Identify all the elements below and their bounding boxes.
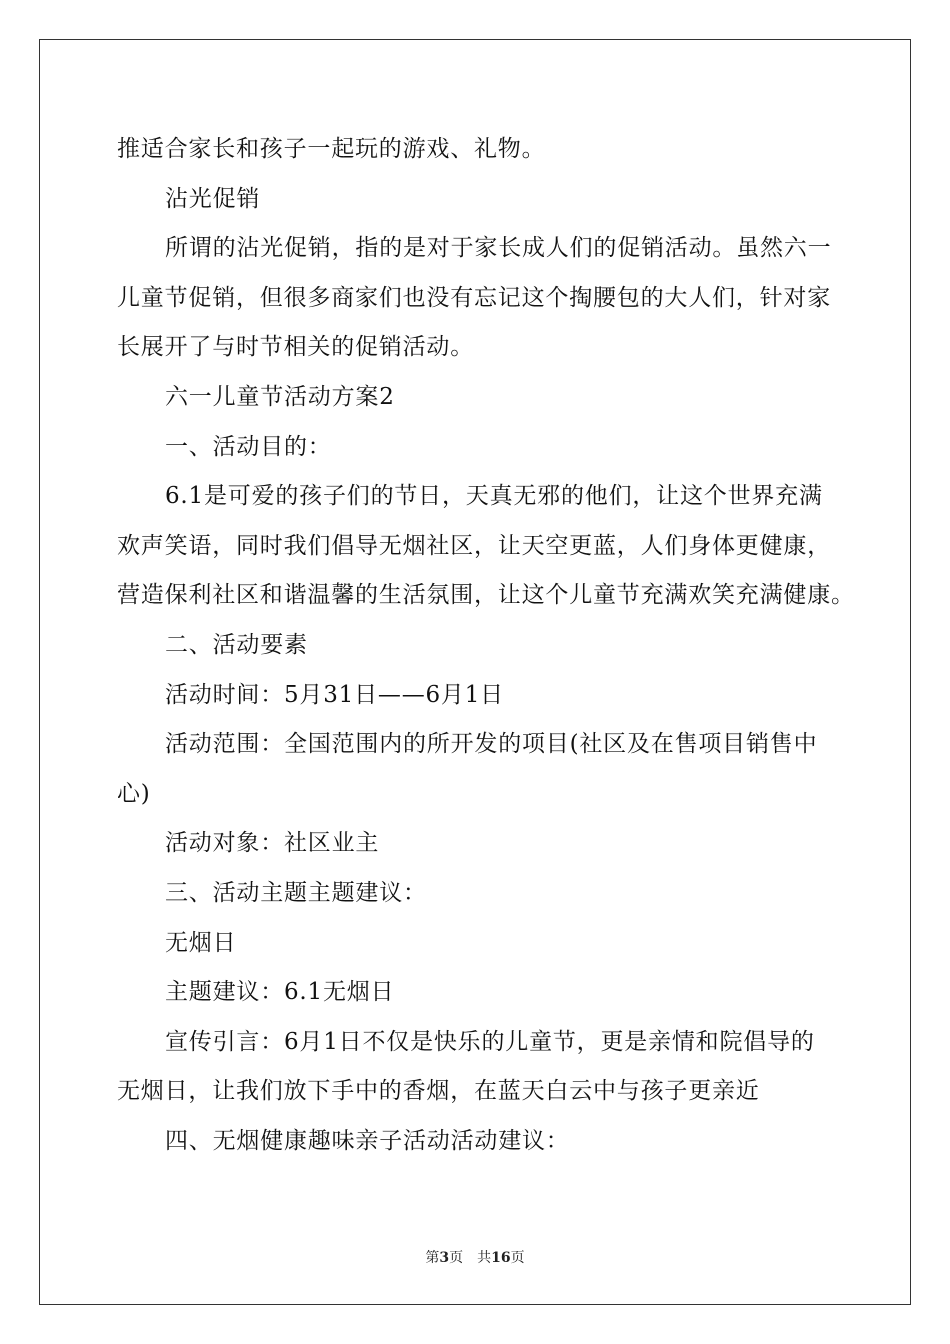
paragraph-line: 6.1是可爱的孩子们的节日，天真无邪的他们，让这个世界充满	[165, 483, 823, 510]
paragraph-line: 欢声笑语，同时我们倡导无烟社区，让天空更蓝，人们身体更健康，	[117, 532, 831, 559]
section-heading: 四、无烟健康趣味亲子活动活动建议：	[165, 1127, 570, 1154]
paragraph-line: 所谓的沾光促销，指的是对于家长成人们的促销活动。虽然六一	[165, 235, 832, 262]
page-total-suffix: 页	[510, 1250, 525, 1266]
page-number-current: 3	[439, 1250, 450, 1266]
paragraph-line: 活动范围：全国范围内的所开发的项目(社区及在售项目销售中	[165, 731, 818, 758]
paragraph-line: 营造保利社区和谐温馨的生活氛围，让这个儿童节充满欢笑充满健康。	[117, 582, 855, 609]
section-heading: 二、活动要素	[165, 631, 308, 658]
paragraph-line: 活动对象：社区业主	[165, 830, 380, 857]
paragraph-line: 宣传引言：6月1日不仅是快乐的儿童节，更是亲情和院倡导的	[165, 1028, 815, 1055]
page-number-suffix: 页	[449, 1250, 464, 1266]
page-number-prefix: 第	[425, 1250, 440, 1266]
page-total: 16	[491, 1250, 511, 1266]
paragraph-line: 无烟日	[165, 929, 237, 956]
paragraph-line: 主题建议：6.1无烟日	[165, 979, 395, 1006]
paragraph-line: 儿童节促销，但很多商家们也没有忘记这个掏腰包的大人们，针对家	[117, 284, 831, 311]
document-body	[117, 125, 855, 1166]
section-heading: 三、活动主题主题建议：	[165, 879, 427, 906]
page-footer	[0, 1247, 950, 1267]
section-heading: 沾光促销	[165, 185, 261, 212]
section-heading: 六一儿童节活动方案2	[165, 383, 395, 410]
page-total-prefix: 共	[477, 1250, 492, 1266]
paragraph-line: 长展开了与时节相关的促销活动。	[117, 334, 474, 361]
paragraph-line: 推适合家长和孩子一起玩的游戏、礼物。	[117, 136, 546, 162]
paragraph-line: 无烟日，让我们放下手中的香烟，在蓝天白云中与孩子更亲近	[117, 1078, 760, 1105]
paragraph-line: 心)	[117, 780, 151, 807]
paragraph-line: 活动时间：5月31日——6月1日	[165, 681, 504, 708]
section-heading: 一、活动目的：	[165, 433, 332, 460]
